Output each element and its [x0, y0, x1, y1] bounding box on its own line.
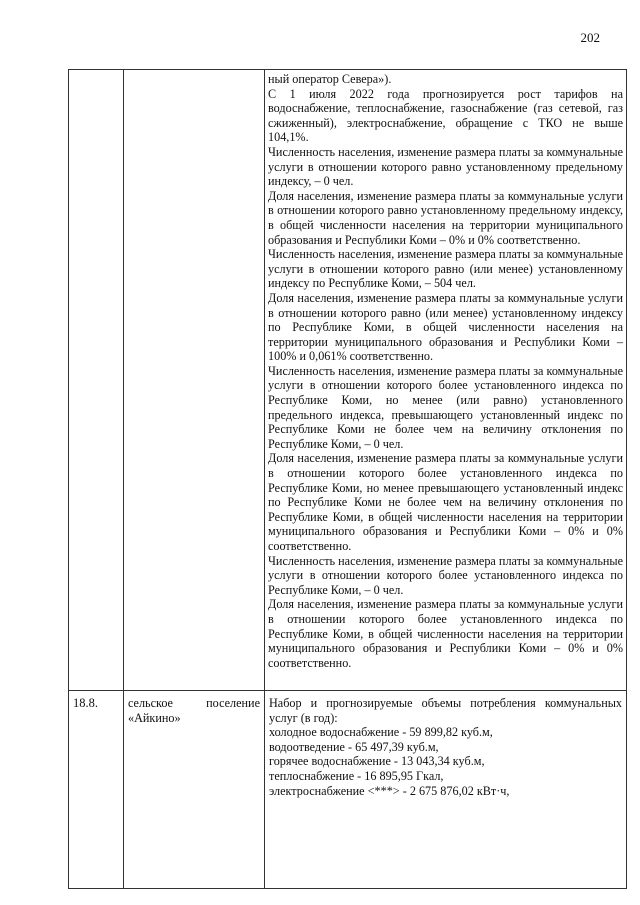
consumption-item: электроснабжение <***> - 2 675 876,02 кВт·ч, [269, 783, 510, 798]
description-cell [265, 691, 627, 889]
paragraph: Доля населения, изменение размера платы за коммунальные услуги в отношении которого более установленного индекса по Республике Коми, в общей численности населения на территории муниципального образования и Республики Коми – 0% и 0% соответственно. [268, 597, 623, 670]
settlement-name-cell: сельское поселение «Айкино» [124, 691, 265, 889]
paragraph: С 1 июля 2022 года прогнозируется рост тарифов на водоснабжение, теплоснабжение, газоснабжение (газ сетевой, газ сжиженный), электроснабжение, обращение с ТКО не выше 104,1%. [268, 86, 623, 145]
consumption-item: горячее водоснабжение - 13 043,34 куб.м, [269, 754, 485, 769]
paragraph: Численность населения, изменение размера платы за коммунальные услуги в отношении которого более установленного индекса по Республике Коми, но менее (или равно) установленного предельного индекса, превышающего установленный индекс по Республике Коми не более чем на величину отклонения по Республике Коми, – 0 чел. [268, 363, 623, 451]
utilities-table [68, 69, 627, 889]
consumption-heading: Набор и прогнозируемые объемы потребления коммунальных услуг (в год): [269, 696, 622, 725]
description-cell [265, 70, 627, 691]
settlement-name-cell [124, 70, 265, 691]
paragraph: Доля населения, изменение размера платы за коммунальные услуги в отношении которого равно (или менее) установленному индексу по Республике Коми, в общей численности населения на территории муниципального образования и Республики Коми – 100% и 0,061% соответственно. [268, 290, 623, 364]
paragraph: Доля населения, изменение размера платы за коммунальные услуги в отношении которого равно установленному предельному индексу, в общей численности населения на территории муниципального образования и Республики Коми – 0% и 0% соответственно. [268, 188, 623, 247]
paragraph: ный оператор Севера»). [268, 72, 392, 86]
page-number: 202 [580, 30, 600, 45]
row-number-cell: 18.8. [69, 691, 124, 889]
paragraph: Численность населения, изменение размера платы за коммунальные услуги в отношении которого равно (или менее) установленному индексу по Республике Коми, – 504 чел. [268, 247, 623, 291]
paragraph: Численность населения, изменение размера платы за коммунальные услуги в отношении которого более установленного индекса по Республике Коми, – 0 чел. [268, 553, 623, 597]
table-row [69, 691, 627, 889]
consumption-item: холодное водоснабжение - 59 899,82 куб.м, [269, 725, 493, 740]
row-number-cell [69, 70, 124, 691]
paragraph: Доля населения, изменение размера платы за коммунальные услуги в отношении которого более установленного индекса по Республике Коми, но менее превышающего установленный индекс по Республике Коми не более чем на величину отклонения по Республике Коми, в общей численности населения на территории муниципального образования и Республики Коми – 0% и 0% соответственно. [268, 451, 623, 553]
consumption-item: водоотведение - 65 497,39 куб.м, [269, 739, 439, 754]
consumption-item: теплоснабжение - 16 895,95 Гкал, [269, 768, 444, 783]
table-row [69, 70, 627, 691]
paragraph: Численность населения, изменение размера платы за коммунальные услуги в отношении которого равно установленному предельному индексу, – 0 чел. [268, 144, 623, 189]
